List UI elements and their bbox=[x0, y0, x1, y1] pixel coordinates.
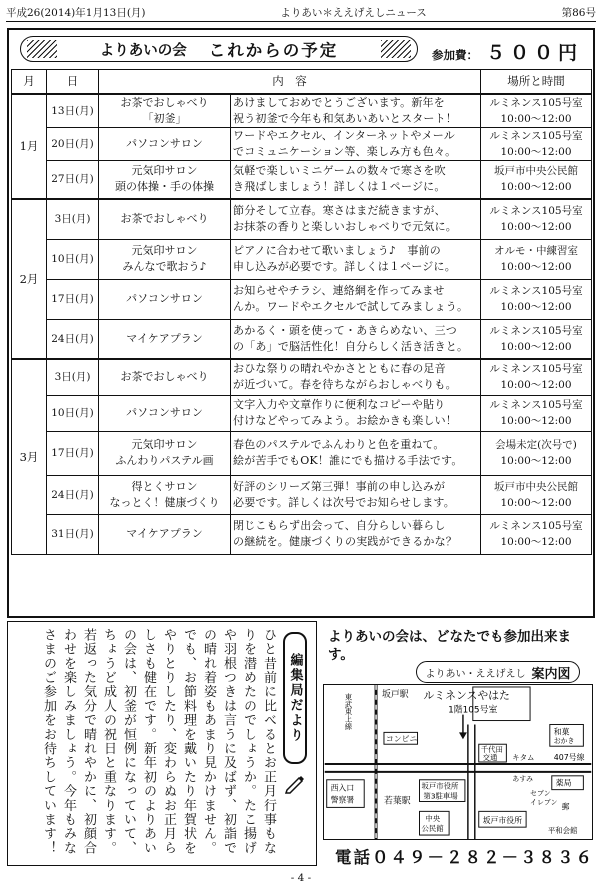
place-line: 坂戸市中央公民館 bbox=[494, 165, 578, 178]
event-title-line: 頭の体操・手の体操 bbox=[115, 180, 214, 194]
map-wakaba-station: 若葉駅 bbox=[383, 796, 411, 807]
event-title-cell bbox=[99, 319, 231, 359]
event-desc-line: が近づいて。春を待ちながらおしゃべりも。 bbox=[233, 378, 457, 392]
place-time-cell bbox=[481, 199, 592, 239]
place-time-cell bbox=[481, 431, 592, 475]
place-time-cell bbox=[481, 395, 592, 431]
event-desc-cell bbox=[231, 160, 481, 199]
time-line: 10:00～12:00 bbox=[500, 301, 572, 313]
table-row bbox=[12, 239, 592, 279]
event-desc-line: 春色のパステルでふんわりと色を重ねて。 bbox=[233, 438, 445, 451]
table-row bbox=[12, 279, 592, 319]
map-keisatsu: 警察署 bbox=[330, 795, 355, 805]
time-line: 10:00～12:00 bbox=[500, 379, 572, 392]
time-line: 10:00～12:00 bbox=[500, 536, 572, 548]
page-header bbox=[6, 4, 596, 20]
time-line: 10:00～12:00 bbox=[500, 112, 572, 125]
map-tag-big: 案内図 bbox=[531, 666, 571, 682]
venue-arrow-head bbox=[459, 732, 467, 739]
banner-title: これからの予定 bbox=[208, 41, 339, 60]
table-row bbox=[12, 359, 592, 395]
map-seven2: イレブン bbox=[530, 798, 558, 807]
place-time-cell bbox=[481, 319, 592, 359]
event-title-line: パソコンサロン bbox=[126, 406, 203, 419]
issue-date: 平成26(2014)年1月13日(月) bbox=[6, 6, 146, 19]
map-kotsu: 交通 bbox=[482, 753, 498, 763]
info-lead: よりあいの会は、どなたでも参加出来ます。 bbox=[328, 629, 571, 663]
day-cell: 24日(月) bbox=[47, 319, 99, 359]
event-desc-line: の「あ」で脳活性化！自分らしく活き活きと。 bbox=[233, 339, 469, 353]
event-desc-line: 好評のシリーズ第三弾！事前の申し込みが bbox=[233, 479, 446, 493]
month-group bbox=[12, 359, 592, 554]
day-cell: 3日(月) bbox=[47, 359, 99, 395]
issue-number: 第86号 bbox=[561, 6, 596, 19]
editor-note-label: 編集局だより bbox=[283, 632, 307, 764]
event-desc-line: 文字入力や文章作りに便利なコピーや貼り bbox=[233, 398, 446, 411]
day-cell: 17日(月) bbox=[47, 279, 99, 319]
fee-amount: ５００円 bbox=[486, 42, 583, 64]
time-line: 10:00～12:00 bbox=[500, 221, 572, 234]
event-desc-cell bbox=[231, 127, 481, 160]
event-desc-line: お知らせやチラシ、連絡網を作ってみませ bbox=[233, 284, 445, 297]
map-wagashi2: おかき bbox=[553, 737, 575, 746]
time-line: 10:00～12:00 bbox=[500, 145, 572, 158]
banner-hatch-left bbox=[27, 40, 57, 58]
event-desc-line: あけましておめでとうございます。新年を bbox=[233, 95, 445, 109]
newsletter-name: よりあい＊ええげえしニュース bbox=[280, 6, 427, 19]
map-chiyoda: 千代田 bbox=[480, 745, 503, 755]
map-route407: 407号線 bbox=[553, 753, 585, 763]
event-title-line: マイケアプラン bbox=[126, 527, 203, 540]
event-desc-line: んか。ワードやエクセルで試してみましょう。 bbox=[233, 300, 469, 313]
table-row bbox=[12, 199, 592, 239]
event-desc-cell bbox=[231, 239, 481, 279]
event-title-cell bbox=[99, 431, 231, 475]
place-line: ルミネンス105号室 bbox=[489, 205, 583, 218]
event-desc-line: 節分そして立春。寒さはまだ続きますが、 bbox=[233, 204, 446, 218]
place-line: ルミネンス105号室 bbox=[489, 285, 583, 297]
place-line: オルモ・中練習室 bbox=[494, 245, 578, 257]
event-title-line: 元気印サロン bbox=[131, 244, 198, 257]
month-cell: 2月 bbox=[12, 199, 47, 359]
table-row bbox=[12, 431, 592, 475]
map-seven: セブン bbox=[530, 789, 551, 798]
time-line: 10:00～12:00 bbox=[500, 415, 572, 427]
month-group bbox=[12, 94, 592, 200]
month-cell: 3月 bbox=[12, 359, 47, 554]
guide-map-drawing bbox=[324, 685, 592, 839]
map-venue-name: ルミネンスやはた bbox=[423, 688, 510, 702]
event-desc-line: ワードやエクセル、インターネットやメール bbox=[233, 128, 455, 142]
day-cell: 17日(月) bbox=[47, 431, 99, 475]
header-rule bbox=[6, 21, 596, 22]
table-row bbox=[12, 395, 592, 431]
day-cell: 13日(月) bbox=[47, 94, 99, 128]
map-venue-room: 1階105号室 bbox=[448, 705, 498, 716]
event-desc-cell bbox=[231, 359, 481, 395]
table-row bbox=[12, 319, 592, 359]
page-number: - 4 - bbox=[290, 872, 312, 884]
event-desc-line: 絵が苦手でもOK！誰にでも描ける手法です。 bbox=[233, 454, 463, 467]
map-post: 郵 bbox=[561, 802, 570, 812]
event-desc-line: おひな祭りの晴れやかさとともに春の足音 bbox=[233, 362, 446, 376]
event-title-cell bbox=[99, 239, 231, 279]
event-desc-line: あかるく・頭を使って・あきらめない、三つ bbox=[233, 323, 457, 337]
event-title-cell bbox=[99, 514, 231, 554]
event-title-cell bbox=[99, 475, 231, 514]
event-title-line: お茶でおしゃべり bbox=[120, 370, 209, 384]
col-day: 日 bbox=[47, 70, 99, 94]
day-cell: 31日(月) bbox=[47, 514, 99, 554]
event-desc-cell bbox=[231, 319, 481, 359]
place-time-cell bbox=[481, 239, 592, 279]
month-group bbox=[12, 199, 592, 359]
event-desc-line: お抹茶の香りと楽しいおしゃべりで元気に。 bbox=[233, 220, 457, 234]
schedule-table bbox=[11, 69, 592, 555]
time-line: 10:00～12:00 bbox=[500, 496, 572, 509]
time-line: 10:00～12:00 bbox=[500, 455, 572, 467]
phone-number: 電話０４９－２８２－３８３６ bbox=[335, 848, 594, 867]
map-yakkyoku: 薬局 bbox=[555, 778, 572, 788]
event-title-line: なっとく！健康づくり bbox=[109, 495, 220, 509]
event-desc-cell bbox=[231, 279, 481, 319]
col-month: 月 bbox=[12, 70, 47, 94]
event-title-line: お茶でおしゃべり bbox=[120, 212, 209, 226]
map-kitama: キタム bbox=[512, 753, 535, 763]
event-desc-cell bbox=[231, 475, 481, 514]
event-desc-line: 必要です。詳しくは次号でお知らせします。 bbox=[233, 495, 455, 509]
event-desc-line: 付けなどやってみよう。お絵かきも楽しい！ bbox=[233, 414, 457, 427]
place-line: ルミネンス105号室 bbox=[489, 399, 583, 411]
event-title-line: パソコンサロン bbox=[126, 136, 203, 150]
event-title-line: お茶でおしゃべり bbox=[120, 95, 209, 109]
event-title-line: 元気印サロン bbox=[131, 164, 198, 178]
event-desc-cell bbox=[231, 514, 481, 554]
day-cell: 27日(月) bbox=[47, 160, 99, 199]
place-line: ルミネンス105号室 bbox=[489, 363, 583, 376]
col-content: 内 容 bbox=[99, 70, 481, 94]
map-conveni: コンビニ bbox=[385, 734, 418, 744]
fee-label: 参加費： bbox=[432, 48, 478, 62]
day-cell: 10日(月) bbox=[47, 395, 99, 431]
map-kominkan: 公民館 bbox=[421, 824, 444, 834]
table-row bbox=[12, 514, 592, 554]
event-title-line: ふんわりパステル画 bbox=[115, 454, 214, 467]
table-row bbox=[12, 94, 592, 128]
fee-info bbox=[432, 38, 582, 65]
guide-map bbox=[323, 684, 593, 840]
place-time-cell bbox=[481, 160, 592, 199]
place-line: ルミネンス105号室 bbox=[489, 520, 583, 532]
event-title-cell bbox=[99, 94, 231, 128]
event-desc-line: 申し込みが必要です。詳しくは１ページに。 bbox=[233, 260, 456, 273]
table-row bbox=[12, 475, 592, 514]
editor-note-box bbox=[7, 621, 317, 866]
event-desc-line: ピアノに合わせて歌いましょう♪ 事前の bbox=[233, 244, 441, 257]
time-line: 10:00～12:00 bbox=[500, 181, 572, 194]
event-title-cell bbox=[99, 199, 231, 239]
schedule-header-row bbox=[12, 70, 592, 94]
event-title-line: みんなで歌おう♪ bbox=[122, 260, 207, 273]
day-cell: 10日(月) bbox=[47, 239, 99, 279]
map-kitama2: あすみ bbox=[512, 774, 534, 783]
map-tobu-line: 東武東上線 bbox=[343, 692, 353, 730]
map-tag-small: よりあい・ええげえし bbox=[425, 668, 526, 680]
banner-org: よりあいの会 bbox=[99, 42, 187, 59]
table-row bbox=[12, 127, 592, 160]
map-heiwa: 平和会館 bbox=[547, 826, 578, 836]
schedule-banner bbox=[20, 36, 418, 62]
month-cell: 1月 bbox=[12, 94, 47, 200]
event-desc-cell bbox=[231, 395, 481, 431]
place-line: ルミネンス105号室 bbox=[489, 96, 583, 109]
place-time-cell bbox=[481, 514, 592, 554]
time-line: 10:00～12:00 bbox=[500, 261, 572, 273]
map-cityhall-annex2: 第3駐車場 bbox=[423, 791, 458, 801]
map-nishi-iriguchi: 西入口 bbox=[330, 783, 355, 793]
pen-icon bbox=[284, 772, 306, 794]
event-title-line: パソコンサロン bbox=[126, 292, 203, 305]
map-wagashi: 和菓 bbox=[553, 727, 570, 737]
event-title-cell bbox=[99, 395, 231, 431]
event-desc-line: 閉じこもらず出会って、自分らしい暮らし bbox=[233, 519, 446, 532]
event-desc-line: でコミュニケーション等、楽しみ方も色々。 bbox=[233, 144, 457, 158]
place-line: 坂戸市中央公民館 bbox=[494, 480, 578, 493]
event-desc-cell bbox=[231, 431, 481, 475]
map-cityhall: 坂戸市役所 bbox=[482, 816, 523, 826]
event-title-line: 得とくサロン bbox=[131, 479, 198, 493]
place-time-cell bbox=[481, 127, 592, 160]
map-cityhall-annex: 坂戸市役所 bbox=[421, 781, 459, 791]
event-desc-line: き飛ばしましょう！詳しくは１ページに。 bbox=[233, 180, 446, 194]
map-tag bbox=[416, 661, 580, 683]
editor-note-text: ひと昔前に比べるとお正月行事もなりを潜めたのでしょうか。たこ揚げや羽根つきは言うに及ばず、初詣での晴れ着姿もあまり見かけません。でも、お節料理を戴いたり年賀状をやりとりしたり、変わらぬお正月らしさも健在です。新年初のよりあいの会は、初釜が恒例になっていて、ちょうど成人の祝日と重なります。若返った気分で晴れやかに、初顔合わせを楽しみましょう。今年もみなさまのご参加をお待ちしています！ bbox=[41, 628, 276, 856]
banner-hatch-right bbox=[381, 40, 411, 58]
place-time-cell bbox=[481, 279, 592, 319]
event-desc-cell bbox=[231, 199, 481, 239]
event-title-cell bbox=[99, 279, 231, 319]
map-chuo: 中央 bbox=[425, 814, 441, 824]
day-cell: 3日(月) bbox=[47, 199, 99, 239]
event-title-cell bbox=[99, 160, 231, 199]
place-time-cell bbox=[481, 359, 592, 395]
event-title-line: 元気印サロン bbox=[131, 438, 198, 451]
event-title-line: マイケアプラン bbox=[126, 331, 203, 345]
col-place: 場所と時間 bbox=[481, 70, 592, 94]
event-desc-cell bbox=[231, 94, 481, 128]
day-cell: 20日(月) bbox=[47, 127, 99, 160]
time-line: 10:00～12:00 bbox=[500, 340, 572, 353]
event-title-cell bbox=[99, 359, 231, 395]
place-line: 会場未定(次号で) bbox=[495, 439, 577, 451]
event-title-line: 「初釜」 bbox=[142, 111, 187, 125]
place-line: ルミネンス105号室 bbox=[489, 129, 583, 142]
place-time-cell bbox=[481, 475, 592, 514]
place-time-cell bbox=[481, 94, 592, 128]
event-desc-line: 気軽で楽しいミニゲームの数々で寒さを吹 bbox=[233, 164, 446, 178]
event-desc-line: 祝う初釜で今年も和気あいあいとスタート！ bbox=[233, 111, 457, 125]
event-title-cell bbox=[99, 127, 231, 160]
day-cell: 24日(月) bbox=[47, 475, 99, 514]
event-desc-line: の継続を。健康づくりの実践ができるかな？ bbox=[233, 535, 457, 548]
place-line: ルミネンス105号室 bbox=[489, 324, 583, 337]
table-row bbox=[12, 160, 592, 199]
map-sakado-station: 坂戸駅 bbox=[381, 689, 409, 700]
